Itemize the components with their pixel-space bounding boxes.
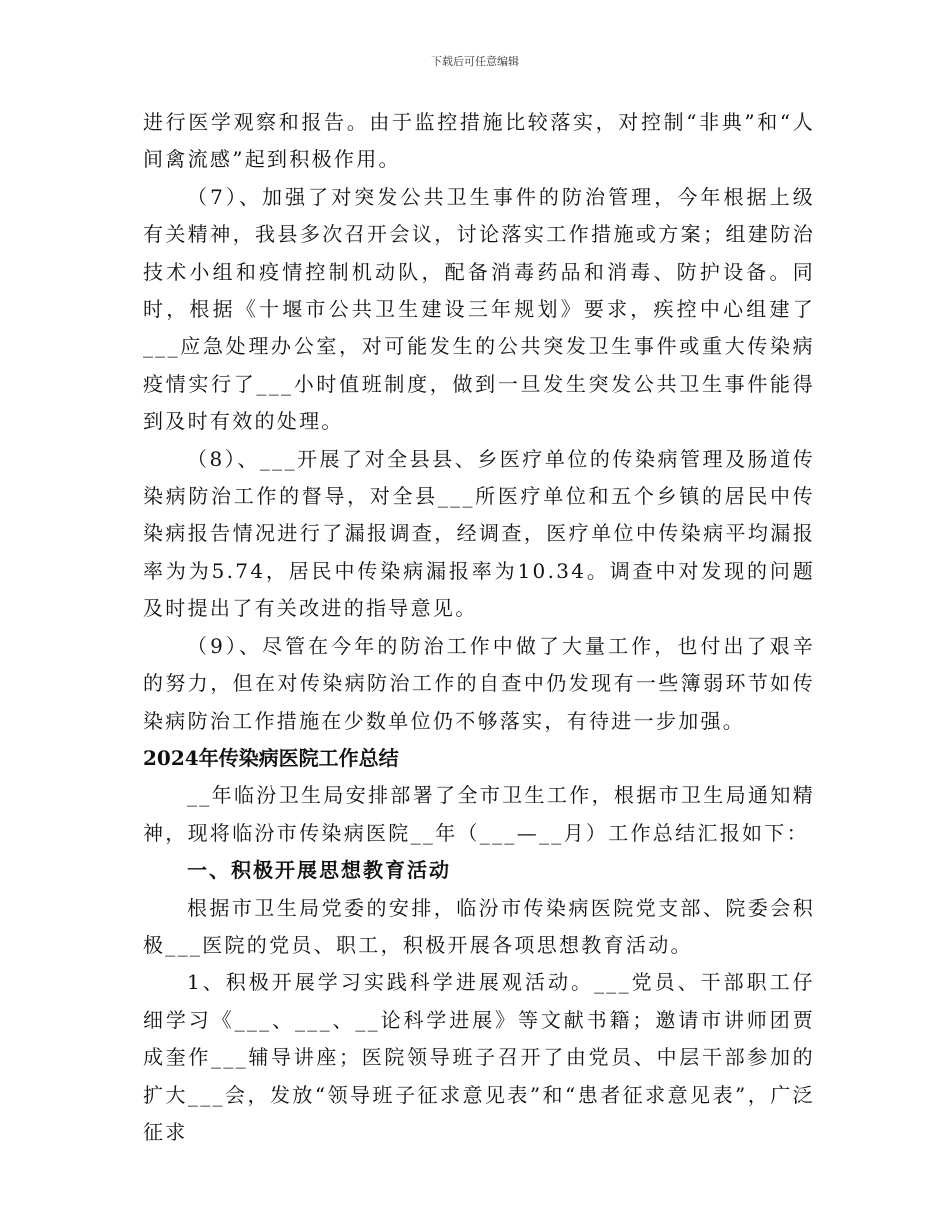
paragraph-4: （9）、尽管在今年的防治工作中做了大量工作，也付出了艰辛的努力，但在对传染病防治工作的自查中仍发现有一些簿弱环节如传染病防治工作措施在少数单位仍不够落实，有待进一步加强。 — [143, 633, 815, 733]
document-body — [143, 104, 815, 1151]
paragraph-5: __年临汾卫生局安排部署了全市卫生工作，根据市卫生局通知精神，现将临汾市传染病医院__年（___—__月）工作总结汇报如下： — [143, 783, 815, 845]
header-note: 下载后可任意编辑 — [431, 55, 519, 68]
paragraph-2: （7）、加强了对突发公共卫生事件的防治管理，今年根据上级有关精神，我县多次召开会议，讨论落实工作措施或方案；组建防治技术小组和疫情控制机动队，配备消毒药品和消毒、防护设备。同时，根据《十堰市公共卫生建设三年规划》要求，疾控中心组建了___应急处理办公室，对可能发生的公共突发卫生事件或重大传染病疫情实行了___小时值班制度，做到一旦发生突发公共卫生事件能得到及时有效的处理。 — [143, 184, 815, 434]
paragraph-6: 根据市卫生局党委的安排，临汾市传染病医院党支部、院委会积极___医院的党员、职工，积极开展各项思想教育活动。 — [143, 895, 815, 957]
document-title: 2024年传染病医院工作总结 — [143, 745, 399, 770]
paragraph-7: 1、积极开展学习实践科学进展观活动。___党员、干部职工仔细学习《___、___、__论科学进展》等文献书籍；邀请市讲师团贾成奎作___辅导讲座；医院领导班子召开了由党员、中层干部参加的扩大___会，发放“领导班子征求意见表”和“患者征求意见表”，广泛征求 — [143, 970, 815, 1144]
section-heading-1: 一、积极开展思想教育活动 — [187, 858, 451, 883]
paragraph-3: （8）、___开展了对全县县、乡医疗单位的传染病管理及肠道传染病防治工作的督导，对全县___所医疗单位和五个乡镇的居民中传染病报告情况进行了漏报调查，经调查，医疗单位中传染病平均漏报率为为5.74，居民中传染病漏报率为10.34。调查中对发现的问题及时提出了有关改进的指导意见。 — [143, 446, 815, 621]
paragraph-1: 进行医学观察和报告。由于监控措施比较落实，对控制“非典”和“人间禽流感”起到积极作用。 — [143, 110, 815, 172]
